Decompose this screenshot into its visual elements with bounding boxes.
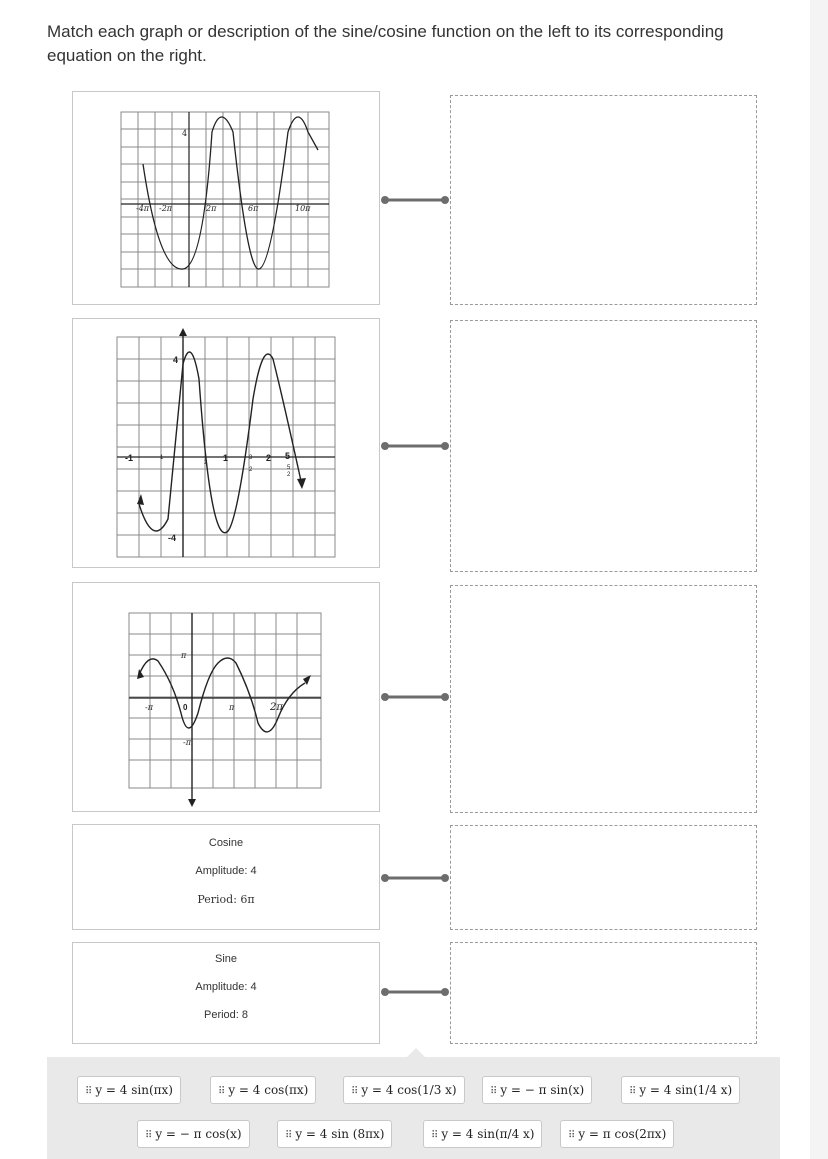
- answer-chip[interactable]: [343, 1076, 465, 1104]
- graph-3-label-3: 2π: [270, 702, 283, 713]
- answer-chip[interactable]: [482, 1076, 592, 1104]
- graph-2-label-0: -1: [125, 453, 134, 463]
- answer-chip[interactable]: [137, 1120, 250, 1148]
- prompt-graph-2: [72, 318, 380, 568]
- answer-chip[interactable]: [423, 1120, 542, 1148]
- description-amplitude: Amplitude: 4: [195, 865, 257, 877]
- drag-handle-icon[interactable]: ⠿: [85, 1086, 92, 1097]
- drag-handle-icon[interactable]: ⠿: [351, 1086, 358, 1097]
- dropzone-3[interactable]: [450, 585, 757, 813]
- drag-handle-icon[interactable]: ⠿: [145, 1130, 152, 1141]
- graph-1-label-5: 4: [182, 129, 188, 138]
- prompt-description-cosine: [72, 824, 380, 930]
- graph-1-label-1: -2π: [159, 204, 173, 213]
- answer-label: y = 4 sin(πx): [95, 1083, 173, 1097]
- prompt-graph-1: [72, 91, 380, 305]
- graph-2-plot: [73, 319, 381, 569]
- answer-chip[interactable]: [621, 1076, 740, 1104]
- answer-label: y = 4 sin(π/4 x): [441, 1127, 535, 1141]
- prompt-description-sine: [72, 942, 380, 1044]
- connector-4: [380, 873, 450, 883]
- graph-1-label-2: 2π: [206, 204, 217, 213]
- drag-handle-icon[interactable]: ⠿: [431, 1130, 438, 1141]
- drag-handle-icon[interactable]: ⠿: [285, 1130, 292, 1141]
- description-period: Period: 8: [203, 1009, 249, 1021]
- graph-2-frac-2: 3: [249, 455, 253, 461]
- connector-3: [380, 692, 450, 702]
- drag-handle-icon[interactable]: ⠿: [490, 1086, 497, 1097]
- graph-3-label-0: -π: [145, 703, 153, 712]
- graph-2-label-1: 1: [223, 453, 229, 463]
- connector-5: [380, 987, 450, 997]
- graph-2-label-4: 4: [173, 355, 179, 365]
- connector-2: [380, 441, 450, 451]
- graph-1-label-4: 10π: [295, 204, 311, 213]
- tray-notch: [407, 1048, 425, 1057]
- answer-label: y = 4 sin (8πx): [295, 1127, 385, 1141]
- graph-2-frac-3: 2: [249, 467, 253, 473]
- graph-1-plot: [73, 92, 381, 306]
- graph-3-label-5: -π: [183, 738, 191, 747]
- description-amplitude: Amplitude: 4: [195, 981, 257, 993]
- dropzone-2[interactable]: [450, 320, 757, 572]
- answer-chip[interactable]: [560, 1120, 674, 1148]
- answer-chip[interactable]: [77, 1076, 181, 1104]
- answer-label: y = 4 cos(1/3 x): [361, 1083, 457, 1097]
- question-text: Match each graph or description of the sine/cosine function on the left to its corresponding equation on the right.: [47, 22, 724, 65]
- prompt-graph-3: [72, 582, 380, 812]
- description-period: Period: 6π: [197, 893, 255, 906]
- dropzone-5[interactable]: [450, 942, 757, 1044]
- graph-2-frac-4: 5: [287, 465, 291, 471]
- graph-3-label-4: π: [181, 651, 187, 660]
- dropzone-4[interactable]: [450, 825, 757, 930]
- answer-label: y = 4 sin(1/4 x): [639, 1083, 733, 1097]
- answer-label: y = − π cos(x): [155, 1127, 242, 1141]
- answer-chip[interactable]: [210, 1076, 316, 1104]
- graph-2-frac-5: 2: [287, 472, 291, 478]
- answer-label: y = − π sin(x): [500, 1083, 585, 1097]
- dropzone-1[interactable]: [450, 95, 757, 305]
- graph-2-label-3: 5: [285, 451, 291, 461]
- answer-chip[interactable]: [277, 1120, 392, 1148]
- graph-1-label-0: -4π: [136, 204, 150, 213]
- graph-1-label-3: 6π: [248, 204, 259, 213]
- graph-3-label-1: 0: [183, 703, 188, 712]
- graph-2-frac-0: 1: [160, 455, 164, 461]
- graph-2-label-5: -4: [168, 533, 177, 543]
- graph-2-frac-1: 2: [204, 460, 208, 466]
- description-type: Cosine: [208, 837, 244, 849]
- graph-2-label-2: 2: [266, 453, 272, 463]
- answer-label: y = π cos(2πx): [578, 1127, 667, 1141]
- description-type: Sine: [214, 953, 238, 965]
- connector-1: [380, 195, 450, 205]
- graph-3-plot: [73, 583, 381, 813]
- drag-handle-icon[interactable]: ⠿: [629, 1086, 636, 1097]
- drag-handle-icon[interactable]: ⠿: [568, 1130, 575, 1141]
- answer-label: y = 4 cos(πx): [228, 1083, 309, 1097]
- drag-handle-icon[interactable]: ⠿: [218, 1086, 225, 1097]
- graph-3-label-2: π: [229, 703, 235, 712]
